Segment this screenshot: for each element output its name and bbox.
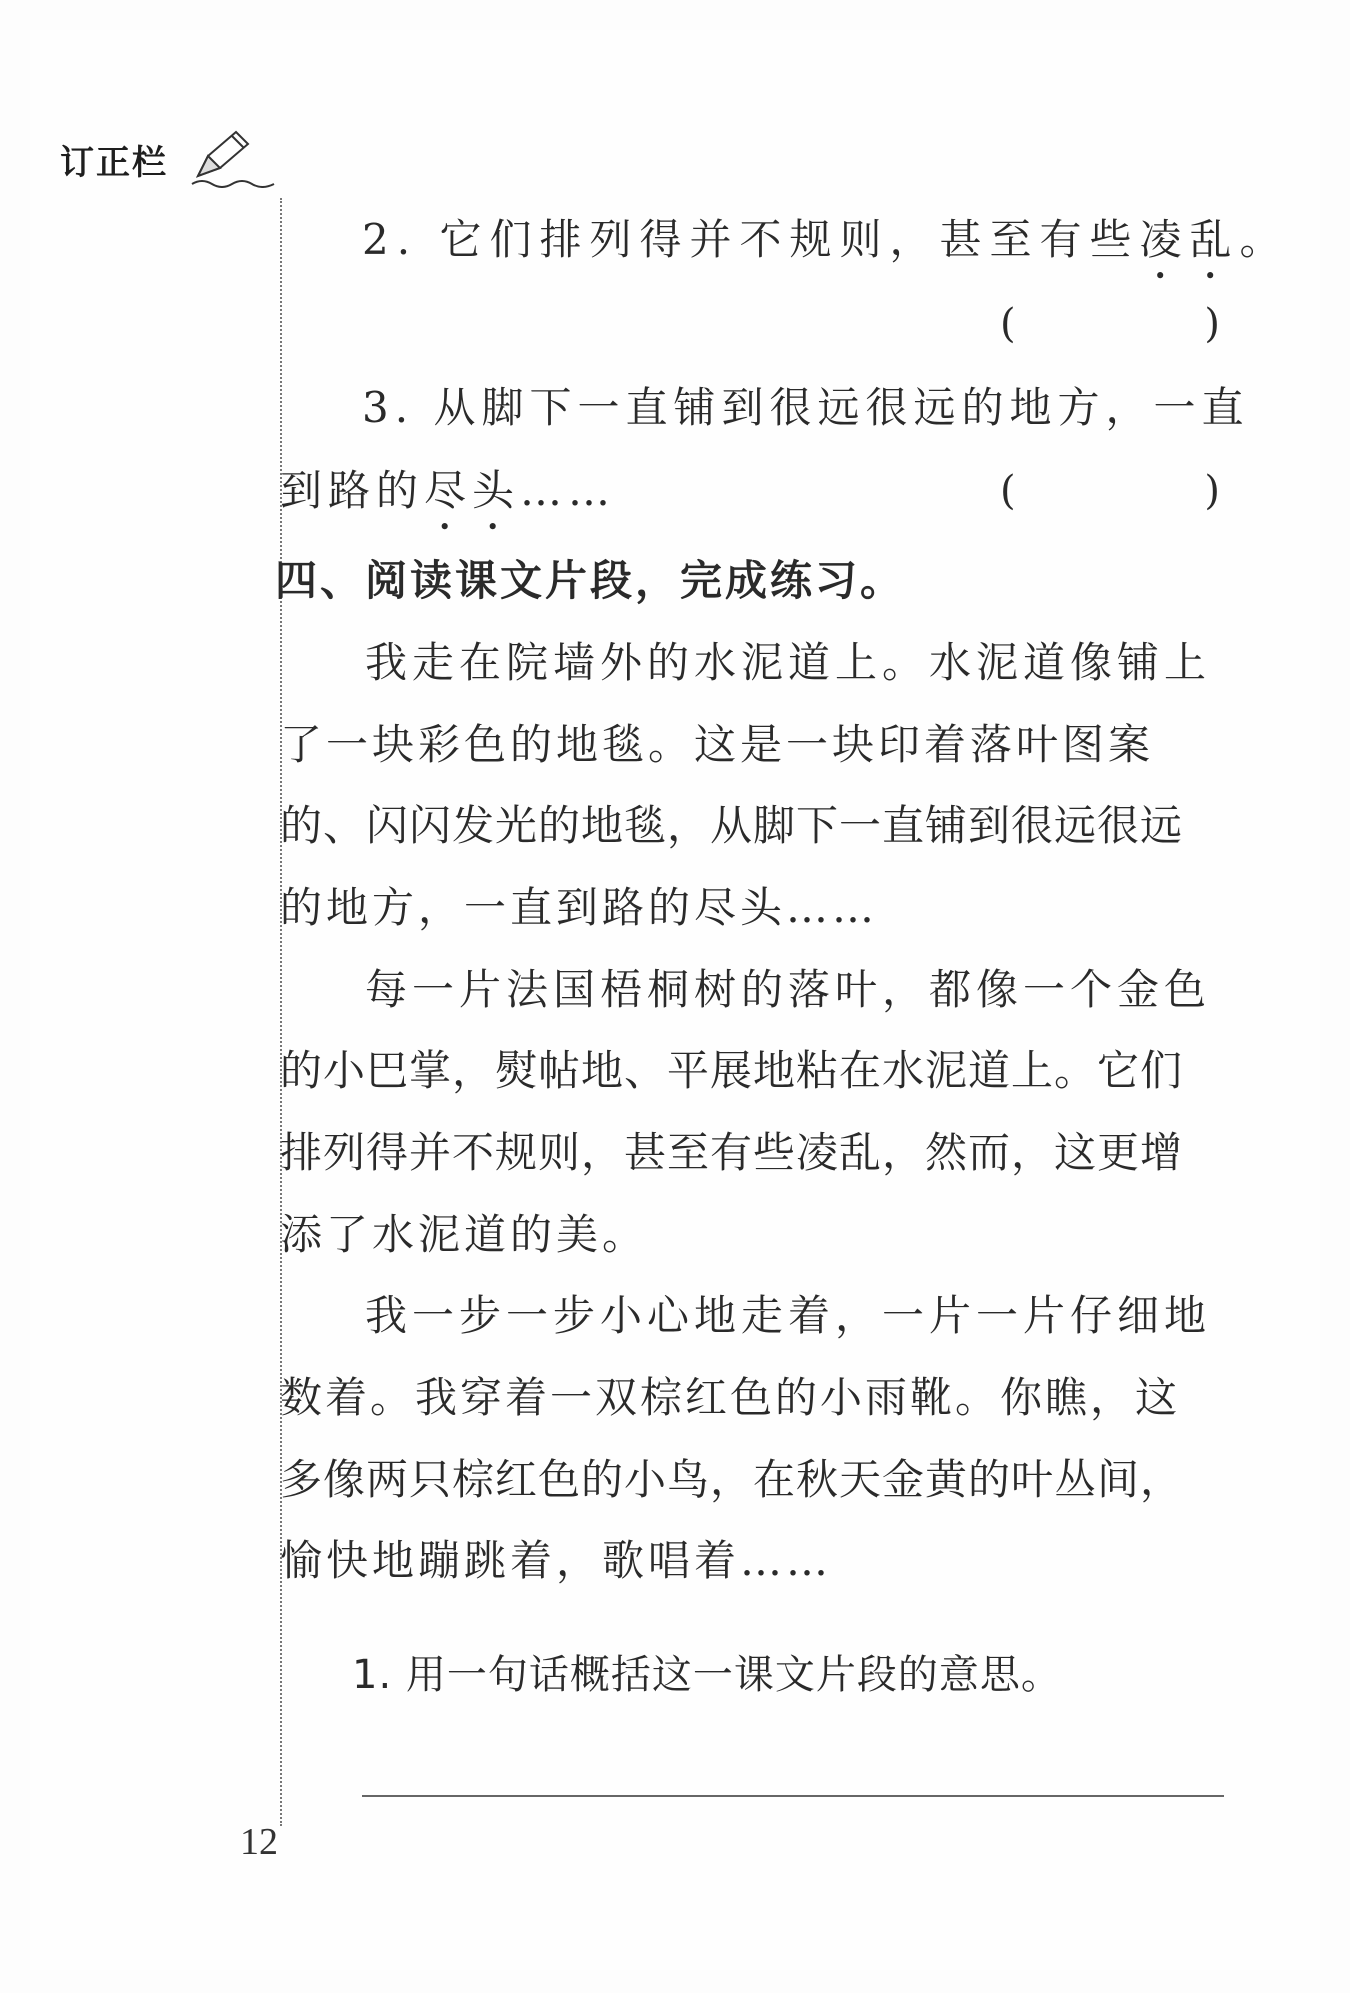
paragraph1-line4: 的地方，一直到路的尽头…… xyxy=(280,883,879,932)
item2-number: 2. xyxy=(362,215,419,264)
item2-dotted-word: 凌乱 xyxy=(1139,215,1240,264)
paren-open: ( xyxy=(1000,468,1016,514)
paragraph3-line3: 多像两只棕红色的小鸟，在秋天金黄的叶丛间， xyxy=(280,1455,1184,1504)
correction-column-label: 订正栏 xyxy=(60,143,168,183)
paragraph3-line2: 数着。我穿着一双棕红色的小雨靴。你瞧，这 xyxy=(280,1373,1181,1422)
item3-prefix: 到路的 xyxy=(280,466,425,515)
item3-line2 xyxy=(280,463,780,539)
question1-number: 1. xyxy=(352,1652,393,1698)
paragraph2-line2: 的小巴掌，熨帖地、平展地粘在水泥道上。它们 xyxy=(280,1046,1184,1095)
paragraph2-line4: 添了水泥道的美。 xyxy=(280,1210,649,1259)
item3-suffix: …… xyxy=(520,466,617,515)
paragraph2-line1: 每一片法国梧桐树的落叶，都像一个金色 xyxy=(365,965,1212,1014)
item3-line1 xyxy=(362,380,1250,436)
item3-dotted-word: 尽头 xyxy=(424,466,521,515)
paragraph1-line3: 的、闪闪发光的地毯，从脚下一直铺到很远很远 xyxy=(280,801,1184,850)
item3-text-line1: 从脚下一直铺到很远很远的地方，一直 xyxy=(433,383,1250,432)
paren-close: ) xyxy=(1204,301,1220,347)
question1-text: 用一句话概括这一课文片段的意思。 xyxy=(405,1652,1062,1698)
item3-answer-parens[interactable] xyxy=(1000,463,1220,519)
item2-prefix: 它们排列得并不规则，甚至有些 xyxy=(439,215,1140,264)
pencil-icon xyxy=(188,126,278,188)
section-heading: 四、阅读课文片段，完成练习。 xyxy=(275,556,906,605)
item2-text xyxy=(362,212,1290,288)
paragraph3-line1: 我一步一步小心地走着，一片一片仔细地 xyxy=(365,1291,1212,1340)
paren-close: ) xyxy=(1204,468,1220,514)
item2-suffix: 。 xyxy=(1239,215,1290,264)
item3-number: 3. xyxy=(362,383,415,432)
page-number: 12 xyxy=(240,1821,278,1863)
item2-answer-parens[interactable] xyxy=(1000,296,1220,352)
answer-line[interactable] xyxy=(362,1795,1224,1797)
paragraph2-line3: 排列得并不规则，甚至有些凌乱，然而，这更增 xyxy=(280,1128,1184,1177)
question1 xyxy=(352,1647,1172,1703)
paragraph1-line1: 我走在院墙外的水泥道上。水泥道像铺上 xyxy=(365,638,1212,687)
paragraph3-line4: 愉快地蹦跳着，歌唱着…… xyxy=(280,1536,833,1585)
paragraph1-line2: 了一块彩色的地毯。这是一块印着落叶图案 xyxy=(280,720,1155,769)
paren-open: ( xyxy=(1000,301,1016,347)
